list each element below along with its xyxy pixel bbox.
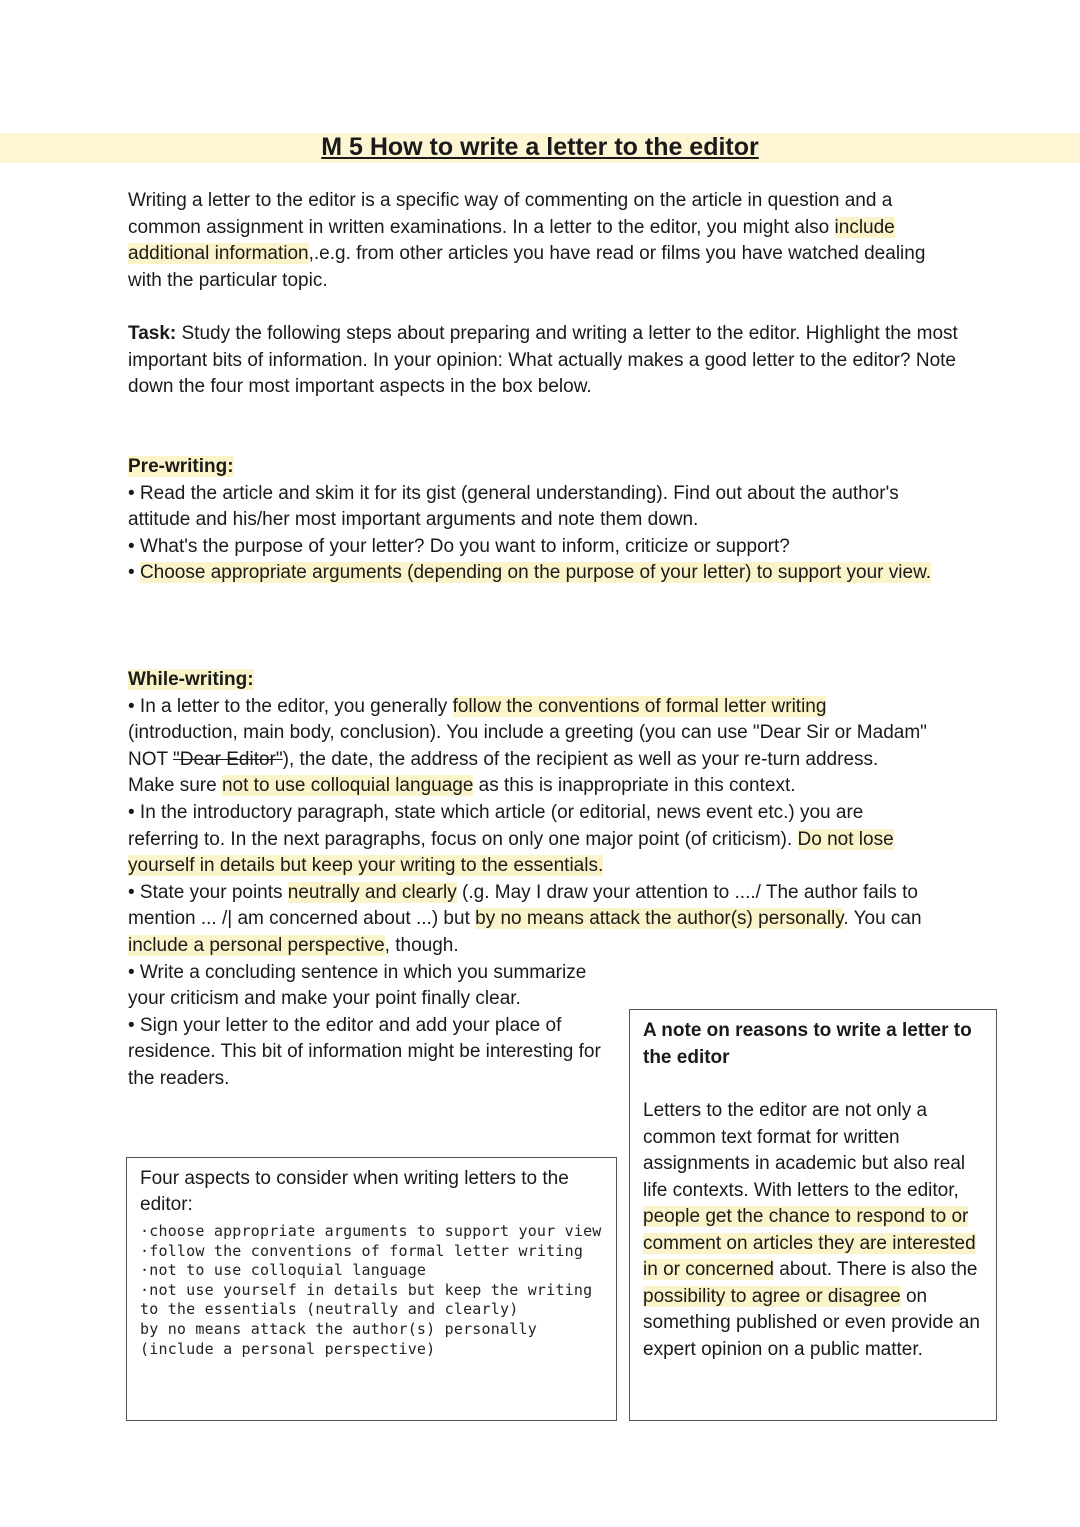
whilewriting-bullet-2: • In the introductory paragraph, state which article (or editorial, news event etc.) you are referring to. In the next paragraphs, focus on only one major point (of criticism). Do not lose yourself in details but keep your writing to the essentials.: [128, 801, 894, 877]
task-label: Task:: [128, 323, 177, 344]
whilewriting-bullet-1: • In a letter to the editor, you generally follow the conventions of formal letter writing (introduction, main body, conclusion). You include a greeting (you can use "Dear Sir or Madam" NOT "Dear Editor"), the date, the address of the recipient as well as your re-turn address. Make sure not to use colloquial language as this is inappropriate in this context.: [128, 695, 927, 797]
note-box: [629, 1009, 997, 1421]
aspect-note-4: ·not use yourself in details but keep the writing to the essentials (neutrally and clearly): [140, 1280, 593, 1319]
whilewriting-heading: While-writing:: [128, 669, 254, 690]
aspect-note-3: ·not to use colloquial language: [140, 1261, 427, 1280]
whilewriting-bullet-5: • Sign your letter to the editor and add your place of residence. This bit of information might be interesting for the readers.: [128, 1014, 601, 1089]
prewriting-bullet-2: • What's the purpose of your letter? Do you want to inform, criticize or support?: [128, 535, 790, 557]
intro-paragraph: Writing a letter to the editor is a specific way of commenting on the article in question and a common assignment in written examinations. In a letter to the editor, you might also include additional information,.e.g. from other articles you have read or films you have watched dealing with the particular topic.: [128, 190, 926, 291]
note-box-heading: A note on reasons to write a letter to the editor: [643, 1020, 972, 1068]
aspect-note-1: ·choose appropriate arguments to support your view: [140, 1222, 602, 1240]
aspect-note-5: by no means attack the author(s) personally (include a personal perspective): [140, 1319, 537, 1358]
whilewriting-bullet-3: • State your points neutrally and clearly (.g. May I draw your attention to ..../ The author fails to mention ... /| am concerned about ...) but by no means attack the author(s) personally. You can include a personal perspective, though.: [128, 881, 922, 956]
prewriting-section: [128, 454, 958, 587]
task-paragraph: Task: Study the following steps about preparing and writing a letter to the editor. Highlight the most important bits of information. In your opinion: What actually makes a good letter to the editor? Note down the four most important aspects in the box below.: [128, 323, 958, 398]
aspects-notes: [140, 1222, 610, 1359]
prewriting-bullet-3: • Choose appropriate arguments (depending on the purpose of your letter) to support your view.: [128, 562, 932, 584]
whilewriting-bullet-4: • Write a concluding sentence in which you summarize your criticism and make your point finally clear.: [128, 961, 587, 1010]
prewriting-bullet-1: • Read the article and skim it for its gist (general understanding). Find out about the author's attitude and his/her most important arguments and note them down.: [128, 482, 899, 531]
aspects-box-heading: Four aspects to consider when writing letters to the editor:: [140, 1168, 569, 1215]
note-box-text: Letters to the editor are not only a common text format for written assignments in academic but also real life contexts. With letters to the editor, people get the chance to respond to or comment on articles they are interested in or concerned about. There is also the possibility to agree or disagree on something published or even provide an expert opinion on a public matter.: [643, 1100, 980, 1360]
aspect-note-2: ·follow the conventions of formal letter writing: [140, 1241, 584, 1260]
page-title: M 5 How to write a letter to the editor: [321, 133, 759, 161]
prewriting-heading: Pre-writing:: [128, 456, 234, 477]
aspects-box[interactable]: [126, 1157, 617, 1421]
